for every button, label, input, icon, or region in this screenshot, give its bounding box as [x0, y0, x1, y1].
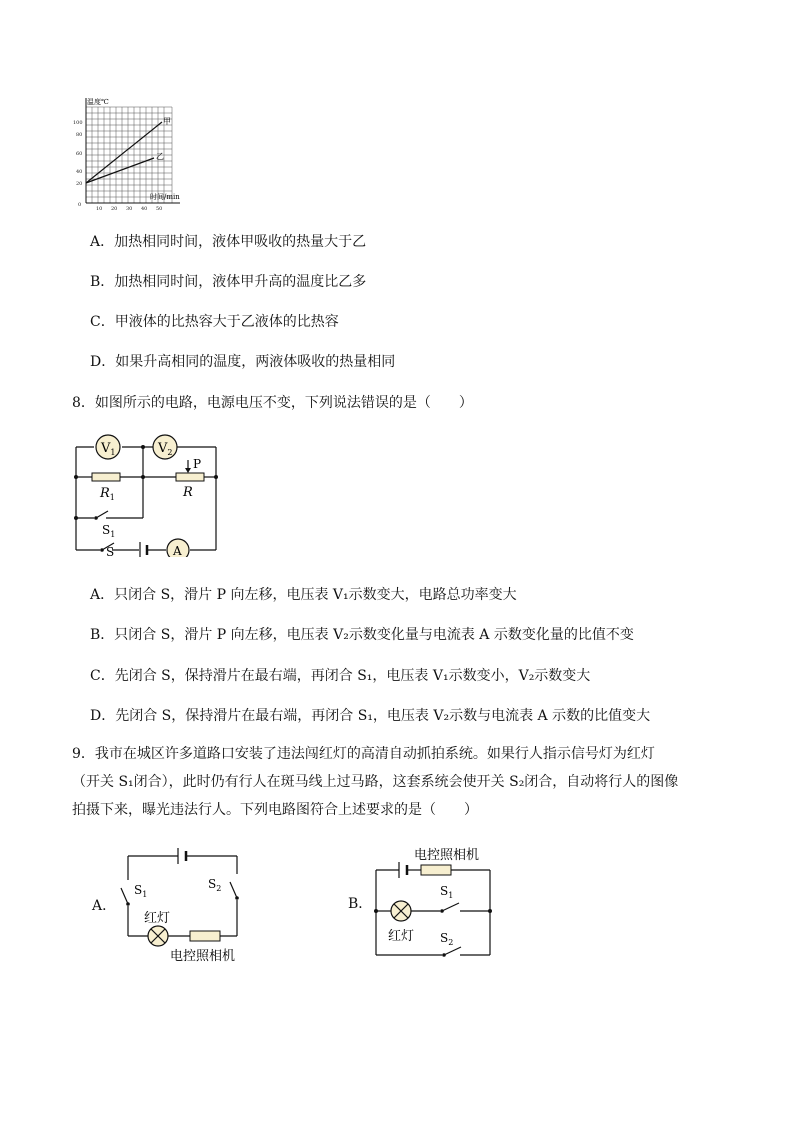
temperature-time-graph: [68, 92, 193, 212]
camera-icon: [190, 931, 220, 941]
y-tick: 80: [76, 132, 83, 138]
red-lamp-label: 红灯: [144, 911, 171, 926]
series-b-label: 乙: [156, 152, 164, 161]
y-tick: 0: [78, 202, 82, 208]
rheostat-label: R: [183, 485, 193, 500]
red-lamp-label: 红灯: [388, 929, 415, 944]
svg-text:V2: $V_2$: [158, 441, 173, 457]
switch-s1-icon: [442, 903, 459, 911]
resistor-r1-icon: [92, 473, 120, 481]
series-a-label: 甲: [163, 117, 171, 126]
slider-p-label: P: [193, 457, 202, 471]
x-tick: 20: [111, 206, 118, 212]
q9-stem: 9．我市在城区许多道路口安装了违法闯红灯的高清自动抓拍系统。如果行人指示信号灯为红灯（开关 S₁闭合），此时仍有行人在斑马线上过马路，这套系统会使开关 S₂闭合，自动将行人的图像拍摄下来，曝光违法行人。下列电路图符合上述要求的是（ ）: [72, 746, 679, 818]
y-tick: 100: [73, 120, 83, 126]
q7-option-a[interactable]: A．加热相同时间，液体甲吸收的热量大于乙: [90, 234, 367, 250]
switch-s-label: S: [106, 545, 115, 557]
svg-text:S1: $S_1$: [440, 884, 454, 900]
q9-option-b-label[interactable]: B．: [348, 896, 373, 912]
svg-text:R1: $R_1$: [100, 486, 115, 502]
x-tick: 40: [141, 206, 148, 212]
q8-option-d[interactable]: D．先闭合 S，保持滑片在最右端，再闭合 S₁，电压表 V₂示数与电流表 A 示数的比值变大: [90, 708, 651, 724]
y-axis-label: 温度℃: [87, 98, 109, 106]
q8-circuit-diagram: [68, 432, 228, 557]
x-tick: 50: [156, 206, 163, 212]
svg-text:S2: $S_2$: [440, 931, 454, 947]
q8-stem: 8．如图所示的电路，电源电压不变，下列说法错误的是（ ）: [72, 395, 473, 411]
y-tick: 20: [76, 181, 83, 187]
q7-option-c[interactable]: C．甲液体的比热容大于乙液体的比热容: [90, 314, 339, 330]
switch-s1-icon: [96, 511, 108, 518]
q9-option-a-label[interactable]: A．: [92, 898, 117, 914]
rheostat-r-icon: [176, 473, 204, 481]
q7-option-d[interactable]: D．如果升高相同的温度，两液体吸收的热量相同: [90, 354, 396, 370]
switch-s2-icon: [444, 947, 461, 955]
slider-arrow-icon: [185, 468, 191, 473]
q8-option-c[interactable]: C．先闭合 S，保持滑片在最右端，再闭合 S₁，电压表 V₁示数变小，V₂示数变大: [90, 668, 591, 684]
q8-option-b[interactable]: B．只闭合 S，滑片 P 向左移，电压表 V₂示数变化量与电流表 A 示数变化量的比值不变: [90, 627, 634, 643]
switch-s2-icon: [230, 882, 237, 898]
ammeter-label: A: [173, 544, 182, 557]
q9-circuit-b-diagram[interactable]: [366, 842, 501, 962]
x-tick: 10: [96, 206, 103, 212]
y-tick: 60: [76, 151, 83, 157]
svg-text:S1: $S_1$: [102, 523, 116, 539]
q7-option-b[interactable]: B．加热相同时间，液体甲升高的温度比乙多: [90, 274, 367, 290]
camera-icon: [421, 865, 451, 875]
switch-s1-icon: [121, 888, 128, 904]
camera-label: 电控照相机: [170, 949, 236, 964]
svg-text:S1: $S_1$: [134, 883, 148, 899]
y-tick: 40: [76, 169, 83, 175]
q9-circuit-a-diagram[interactable]: [112, 842, 257, 967]
svg-text:V1: $V_1$: [101, 441, 116, 457]
x-axis-label: 时间/min: [150, 193, 180, 201]
q8-option-a[interactable]: A．只闭合 S，滑片 P 向左移，电压表 V₁示数变大，电路总功率变大: [90, 587, 517, 603]
camera-label: 电控照相机: [414, 848, 480, 863]
svg-text:S2: $S_2$: [208, 877, 222, 893]
x-tick: 30: [126, 206, 133, 212]
